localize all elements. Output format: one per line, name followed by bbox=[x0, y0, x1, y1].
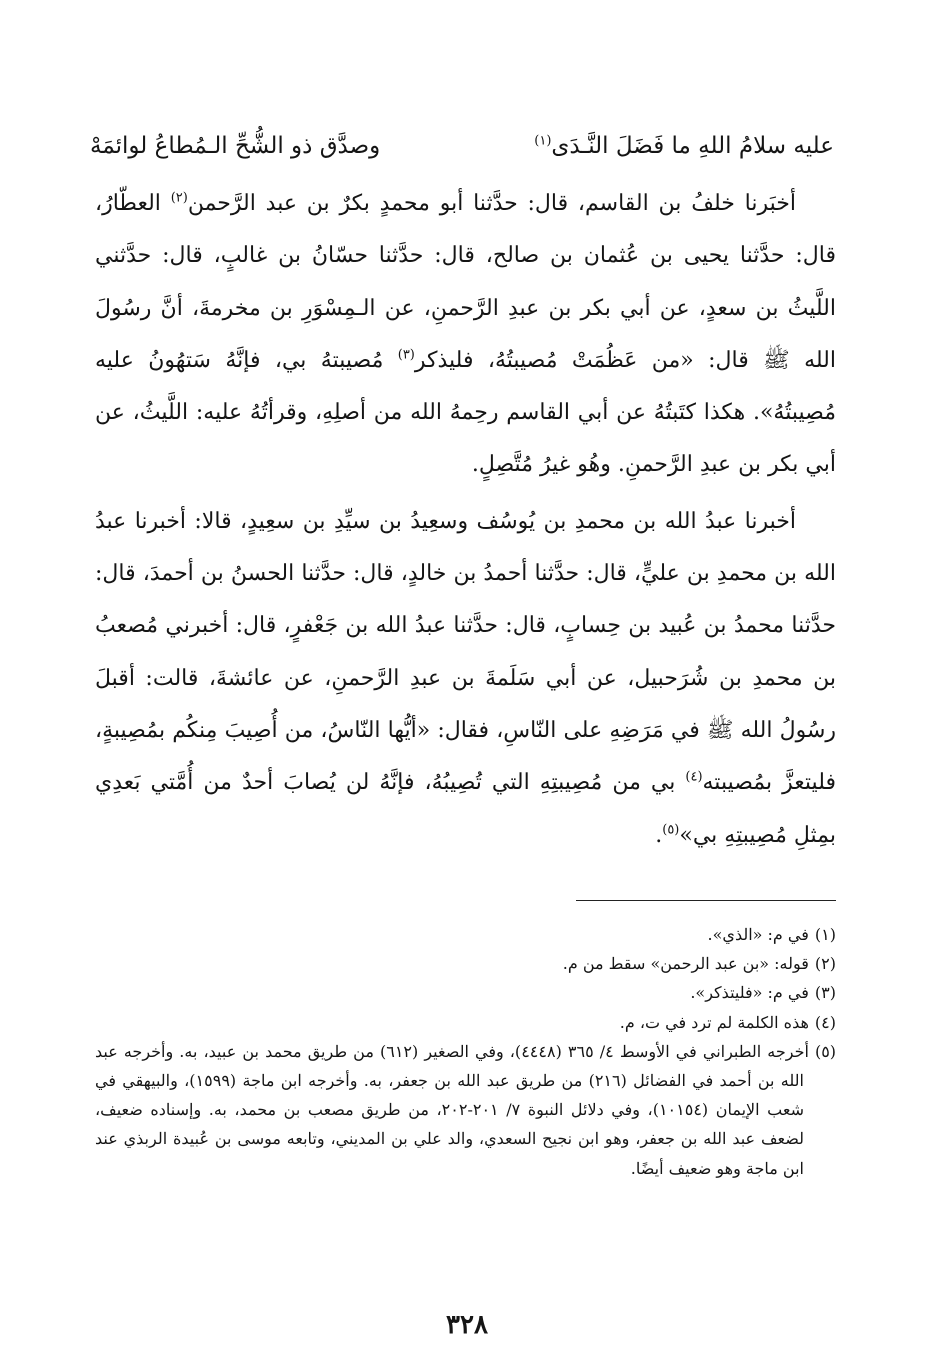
verse-first-hemistich: عليه سلامُ اللهِ ما فَضَلَ النَّـدَى$^{(١)}$ bbox=[534, 133, 834, 159]
footnote-number: (١) bbox=[814, 925, 836, 944]
footnote-item: (٣)في م: «فليتذكر». bbox=[690, 983, 836, 1003]
footnote-ref: (٣) bbox=[397, 347, 415, 363]
footnote-item: (٤)هذه الكلمة لم ترد في ت، م. bbox=[619, 1012, 836, 1032]
footnote-item: (٥)أخرجه الطبراني في الأوسط ٤/ ٣٦٥ (٤٤٤٨)، وفي الصغير (٦١٢) من طريق محمد بن عبيد، به. وأخرجه عبد الله بن أحمد في الفضائل (٢١٦) من طريق عبد الله بن جعفر، به. وأخرجه ابن ماجة (١٥٩٩)، والبيهقي في شعب الإيمان (١٠١٥٤)، وفي دلائل النبوة ٧/ ٢٠١-٢٠٢، من طريق مصعب بن محمد، به. وإسناده ضعيف، لضعف عبد الله بن جعفر، وهو ابن نجيح السعدي، والد علي بن المديني، وتابعه موسى بن عُبيدة الربذي عند ابن ماجة وهو ضعيف أيضًا. bbox=[95, 1041, 837, 1178]
footnote-number: (٣) bbox=[814, 983, 836, 1003]
footnote-ref: (١) bbox=[534, 133, 552, 149]
footnote-item: (٢)قوله: «بن عبد الرحمن» سقط من م. bbox=[562, 954, 836, 974]
footnote-item: (١)في م: «الذي». bbox=[707, 925, 836, 944]
footnote-number: (٤) bbox=[814, 1012, 836, 1032]
verse-second-hemistich: وصدَّق ذو الشُّحِّ الـمُطاعُ لوائمَهْ bbox=[90, 133, 381, 159]
paragraph: أخبرنا عبدُ الله بن محمدِ بن يُوسُف وسعِيدُ بن سيِّدِ بن سعِيدٍ، قالا: أخبرنا عبدُ الله بن محمدِ بن عليٍّ، قال: حدَّثنا أحمدُ بن خالدٍ، قال: حدَّثنا الحسنُ بن أحمدَ، قال: حدَّثنا محمدُ بن عُبيد بن حِسابٍ، قال: حدَّثنا عبدُ الله بن جَعْفرٍ، قال: أخبرني مُصعبُ بن محمدِ بن شُرَحبيل، عن أبي سَلَمةَ بن عبدِ الرَّحمنِ، عن عائشةَ، قالت: أقبلَ رسُولُ الله ﷺ في مَرَضِهِ على النّاسِ، فقال: «أيُّها النّاسُ، من أُصِيبَ مِنكُم بمُصِيبةٍ، فليتعزَّ بمُصيبته$^{(٤)}$ بي من مُصِيبتِهِ التي تُصِيبُهُ، فإنَّهُ لن يُصابَ أحدٌ من أُمَّتي بَعدِي بمِثلِ مُصِيبتِهِ بي»$^{(٥)}$. bbox=[95, 508, 836, 848]
footnote-number: (٥) bbox=[814, 1041, 837, 1061]
footnote-ref: (٤) bbox=[685, 769, 703, 785]
footnote-ref: (٢) bbox=[170, 190, 188, 206]
paragraph: أخبَرنا خلفُ بن القاسم، قال: حدَّثنا أبو محمدٍ بكرٌ بن عبد الرَّحمن$^{(٢)}$ العطّارُ، قال: حدَّثنا يحيى بن عُثمان بن صالح، قال: حدَّثنا حسّانُ بن غالبٍ، قال: حدَّثني اللَّيثُ بن سعدٍ، عن أبي بكر بن عبدِ الرَّحمنِ، عن الـمِسْوَرِ بن مخرمةَ، أنَّ رسُولَ الله ﷺ قال: «من عَظُمَتْ مُصيبتُهُ، فليذكر$^{(٣)}$ مُصيبتهُ بي، فإنَّهُ سَتهُونُ عليه مُصِيبتُهُ». هكذا كتَبتُهُ عن أبي القاسم رحِمهُ الله من أصلِهِ، وقرأتُهُ عليه: اللَّيثُ، عن أبي بكر بن عبدِ الرَّحمنِ. وهُو غيرُ مُتَّصِلٍ. bbox=[95, 190, 836, 478]
footnote-ref: (٥) bbox=[662, 822, 680, 838]
page-number: ٣٢٨ bbox=[446, 1310, 488, 1340]
main-text bbox=[95, 178, 836, 862]
footnote-number: (٢) bbox=[814, 954, 836, 974]
footnotes bbox=[95, 920, 836, 1183]
poem-verse bbox=[90, 116, 834, 176]
footnote-separator bbox=[576, 900, 836, 901]
